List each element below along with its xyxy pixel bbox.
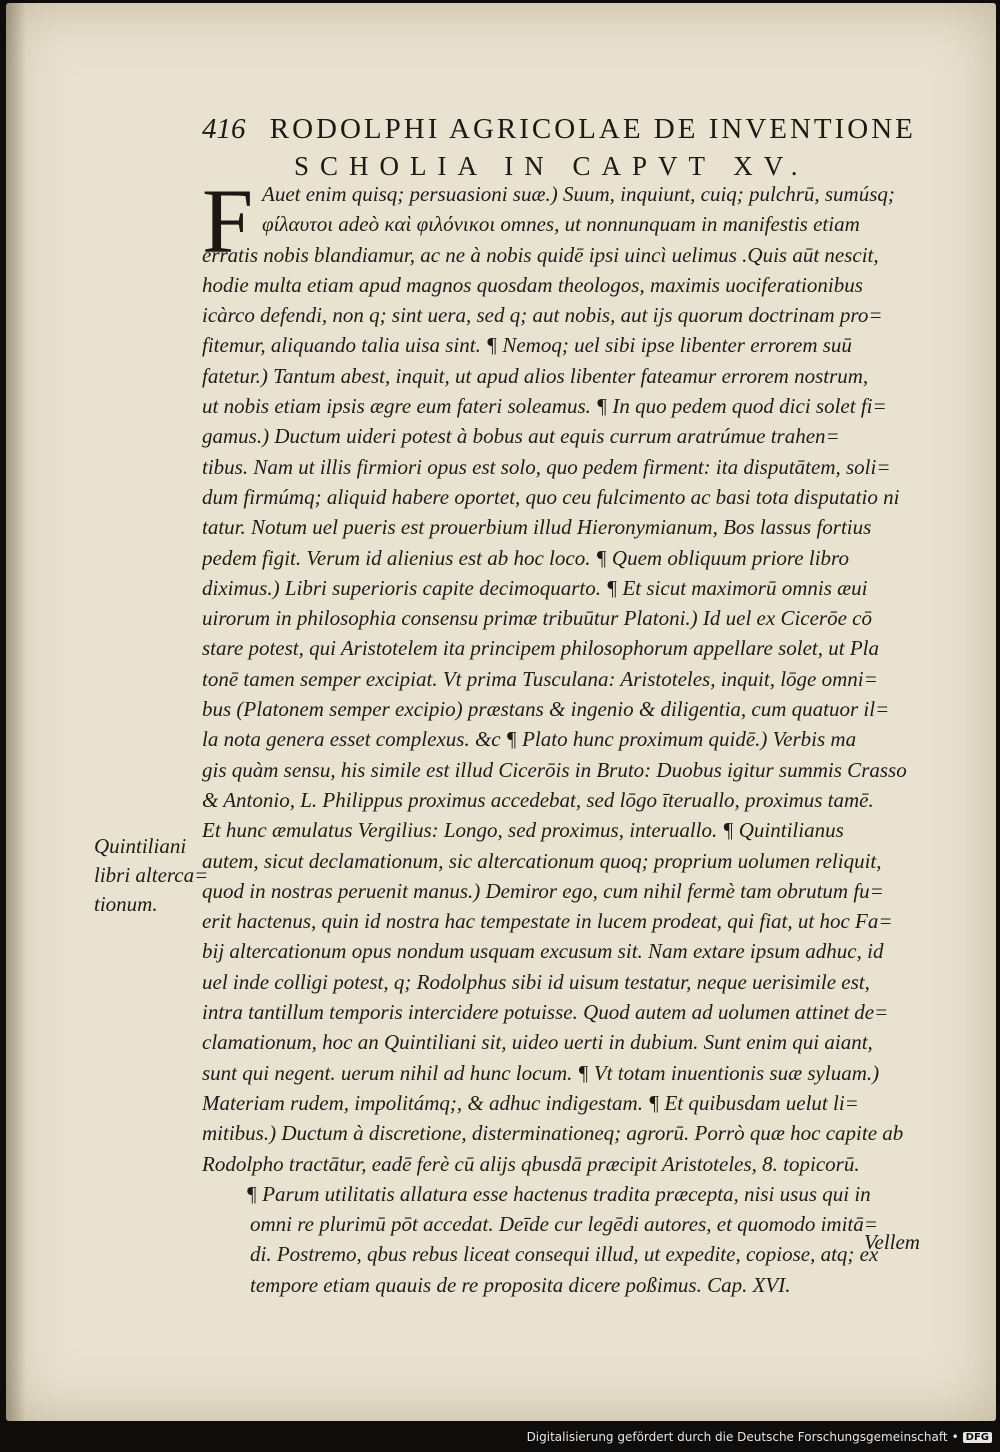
marginal-note-line: tionum. (94, 892, 158, 916)
marginal-note (94, 832, 212, 919)
text-line: la nota genera esset complexus. &c ¶ Plato hunc proximum quidē.) Verbis ma (202, 727, 857, 752)
text-line: hodie multa etiam apud magnos quosdam theologos, maximis uociferationibus (202, 272, 863, 297)
text-line: dum firmúmq; aliquid habere oportet, quo ceu fulcimento ac basi tota disputatio ni (202, 484, 900, 509)
text-line: erratis nobis blandiamur, ac ne à nobis quidē ipsi uincì uelimus .Quis aūt nescit, (202, 242, 879, 267)
summary-line: ¶ Parum utilitatis allatura esse hactenus tradita præcepta, nisi usus qui in (246, 1181, 871, 1206)
text-line: ut nobis etiam ipsis ægre eum fateri soleamus. ¶ In quo pedem quod dici solet fi= (202, 394, 887, 419)
text-line: gamus.) Ductum uideri potest à bobus aut equis currum aratrúmue trahen= (202, 424, 840, 449)
text-line: fitemur, aliquando talia uisa sint. ¶ Nemoq; uel sibi ipse libenter errorem suū (202, 333, 852, 358)
text-line: icàrco defendi, non q; sint uera, sed q; aut nobis, aut ijs quorum doctrinam pro= (202, 303, 883, 328)
text-line: sunt qui negent. uerum nihil ad hunc locum. ¶ Vt totam inuentionis suæ syluam.) (202, 1060, 880, 1085)
text-line: Rodolpho tractātur, eadē ferè cū alijs qbusdā præcipit Aristoteles, 8. topicorū. (202, 1151, 860, 1176)
running-header (202, 113, 916, 146)
catchword: Vellem (864, 1230, 920, 1254)
text-line: bus (Platonem semper excipio) præstans & ingenio & diligentia, cum quatuor il= (202, 697, 890, 722)
page-number: 416 (202, 113, 246, 145)
book-page (6, 3, 996, 1421)
text-line: bij altercationum opus nondum usquam excusum sit. Nam extare ipsum adhuc, id (202, 939, 884, 964)
text-line: mitibus.) Ductum à discretione, disterminationeq; agrorū. Porrò quæ hoc capite ab (202, 1121, 904, 1146)
commentary-text (202, 179, 924, 1300)
text-line: Materiam rudem, impolitámq;, & adhuc indigestam. ¶ Et quibusdam uelut li= (202, 1090, 859, 1115)
text-line: uel inde colligi potest, q; Rodolphus sibi id uisum testatur, neque uerisimile est, (202, 969, 870, 994)
text-line: erit hactenus, quin id nostra hac tempestate in lucem prodeat, qui fiat, ut hoc Fa= (202, 909, 893, 934)
text-line: gis quàm sensu, his simile est illud Cicerōis in Bruto: Duobus igitur summis Crasso (202, 757, 907, 782)
dfg-logo-icon: DFG (963, 1432, 992, 1443)
marginal-note-line: libri alterca= (94, 863, 209, 887)
text-line: Et hunc æmulatus Vergilius: Longo, sed proximus, interuallo. ¶ Quintilianus (202, 818, 844, 843)
text-line: tonē tamen semper excipiat. Vt prima Tusculana: Aristoteles, inquit, lōge omni= (202, 666, 878, 691)
text-line: clamationum, hoc an Quintiliani sit, uideo uerti in dubium. Sunt enim qui aiant, (202, 1030, 873, 1055)
text-line: stare potest, qui Aristotelem ita principem philosophorum appellare solet, ut Pla (202, 636, 880, 661)
text-line: φίλαυτοι adeò καὶ φιλόνικοι omnes, ut nonnunquam in manifestis etiam (262, 212, 860, 237)
page-gutter-shadow (6, 3, 26, 1421)
drop-cap-initial: F (202, 170, 254, 272)
summary-line: tempore etiam quauis de re proposita dicere poßimus. Cap. XVI. (250, 1272, 791, 1297)
text-line: & Antonio, L. Philippus proximus accedebat, sed lōgo īteruallo, proximus tamē. (202, 787, 874, 812)
text-line: Auet enim quisq; persuasioni suæ.) Suum, inquiunt, cuiq; pulchrū, sumúsq; (262, 182, 895, 206)
text-line: uirorum in philosophia consensu primæ tribuūtur Platoni.) Id uel ex Cicerōe cō (202, 606, 873, 631)
section-title: SCHOLIA IN CAPVT XV. (294, 151, 809, 181)
text-line: tatur. Notum uel pueris est prouerbium illud Hieronymianum, Bos lassus fortius (202, 515, 872, 540)
text-line: fatetur.) Tantum abest, inquit, ut apud alios libenter fateamur errorem nostrum, (202, 363, 869, 388)
running-title: RODOLPHI AGRICOLAE DE INVENTIONE (269, 113, 916, 145)
summary-line: omni re plurimū pōt accedat. Deīde cur legēdi autores, et quomodo imitā= (250, 1212, 878, 1237)
text-line: pedem figit. Verum id alienius est ab hoc loco. ¶ Quem obliquum priore libro (202, 545, 849, 570)
summary-line: di. Postremo, qbus rebus liceat consequi illud, ut expedite, copiose, atq; ex (250, 1242, 879, 1267)
text-line: tibus. Nam ut illis firmiori opus est solo, quo pedem firment: ita disputātem, soli= (202, 454, 891, 479)
text-line: autem, sicut declamationum, sic altercationum quoq; proprium uolumen reliquit, (202, 848, 882, 873)
funding-credit: Digitalisierung gefördert durch die Deutsche Forschungsgemeinschaft (526, 1430, 948, 1444)
marginal-note-line: Quintiliani (94, 834, 187, 858)
text-line: intra tantillum temporis intercidere potuisse. Quod autem ad uolumen attinet de= (202, 1000, 889, 1025)
digitization-footer (527, 1430, 992, 1444)
footer-separator: • (951, 1430, 959, 1444)
text-line: diximus.) Libri superioris capite decimoquarto. ¶ Et sicut maximorū omnis æui (202, 575, 868, 600)
text-line: quod in nostras peruenit manus.) Demiror ego, cum nihil fermè tam obrutum fu= (202, 878, 884, 903)
